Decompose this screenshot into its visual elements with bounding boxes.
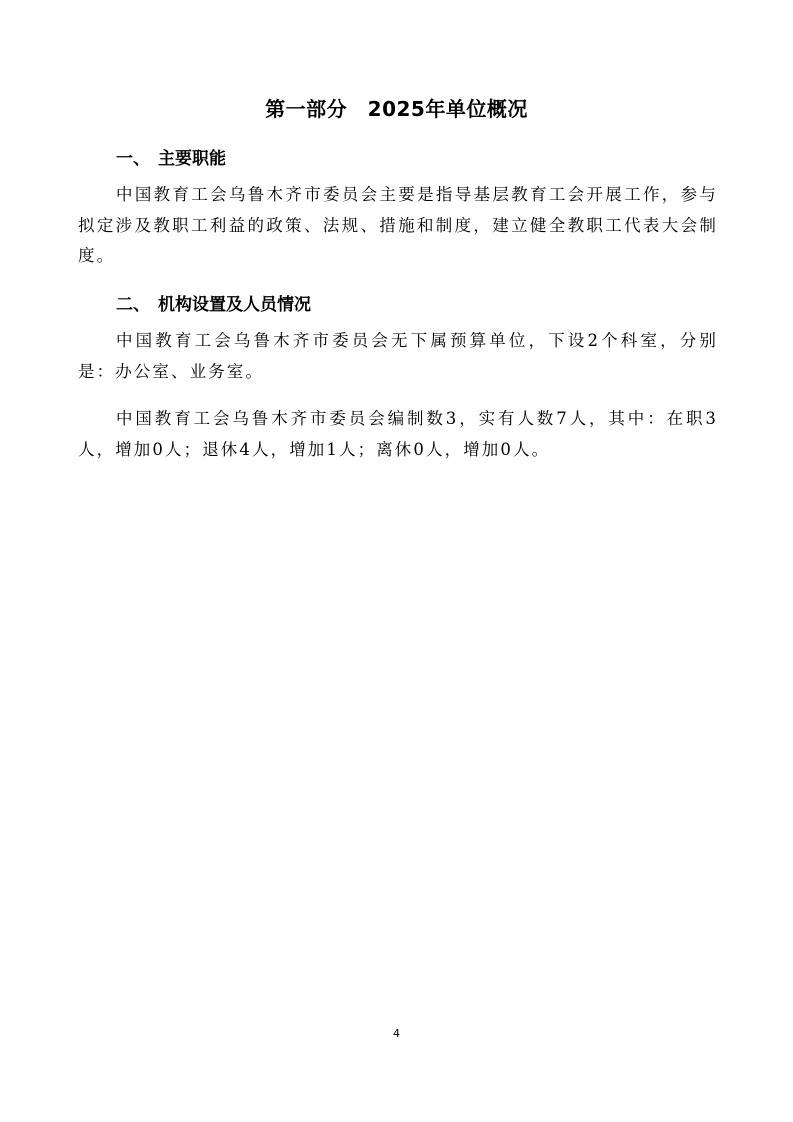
section-heading-label: 机构设置及人员情况 bbox=[158, 295, 311, 315]
section-number: 一、 bbox=[116, 149, 150, 169]
paragraph-staffing: 中国教育工会乌鲁木齐市委员会编制数3，实有人数7人，其中：在职3人，增加0人；退休4人，增加1人；离休0人，增加0人。 bbox=[78, 409, 718, 459]
page-title: 第一部分 2025年单位概况 bbox=[265, 97, 528, 121]
section-heading-organization-staffing bbox=[116, 290, 311, 320]
page-number: 4 bbox=[393, 1027, 400, 1040]
paragraph-main-functions: 中国教育工会乌鲁木齐市委员会主要是指导基层教育工会开展工作，参与拟定涉及教职工利益的政策、法规、措施和制度，建立健全教职工代表大会制度。 bbox=[78, 185, 718, 265]
section-heading-main-functions bbox=[116, 144, 226, 174]
section-heading-label: 主要职能 bbox=[158, 149, 226, 169]
paragraph-organization: 中国教育工会乌鲁木齐市委员会无下属预算单位，下设2个科室，分别是：办公室、业务室。 bbox=[78, 331, 718, 381]
section-number: 二、 bbox=[116, 295, 150, 315]
